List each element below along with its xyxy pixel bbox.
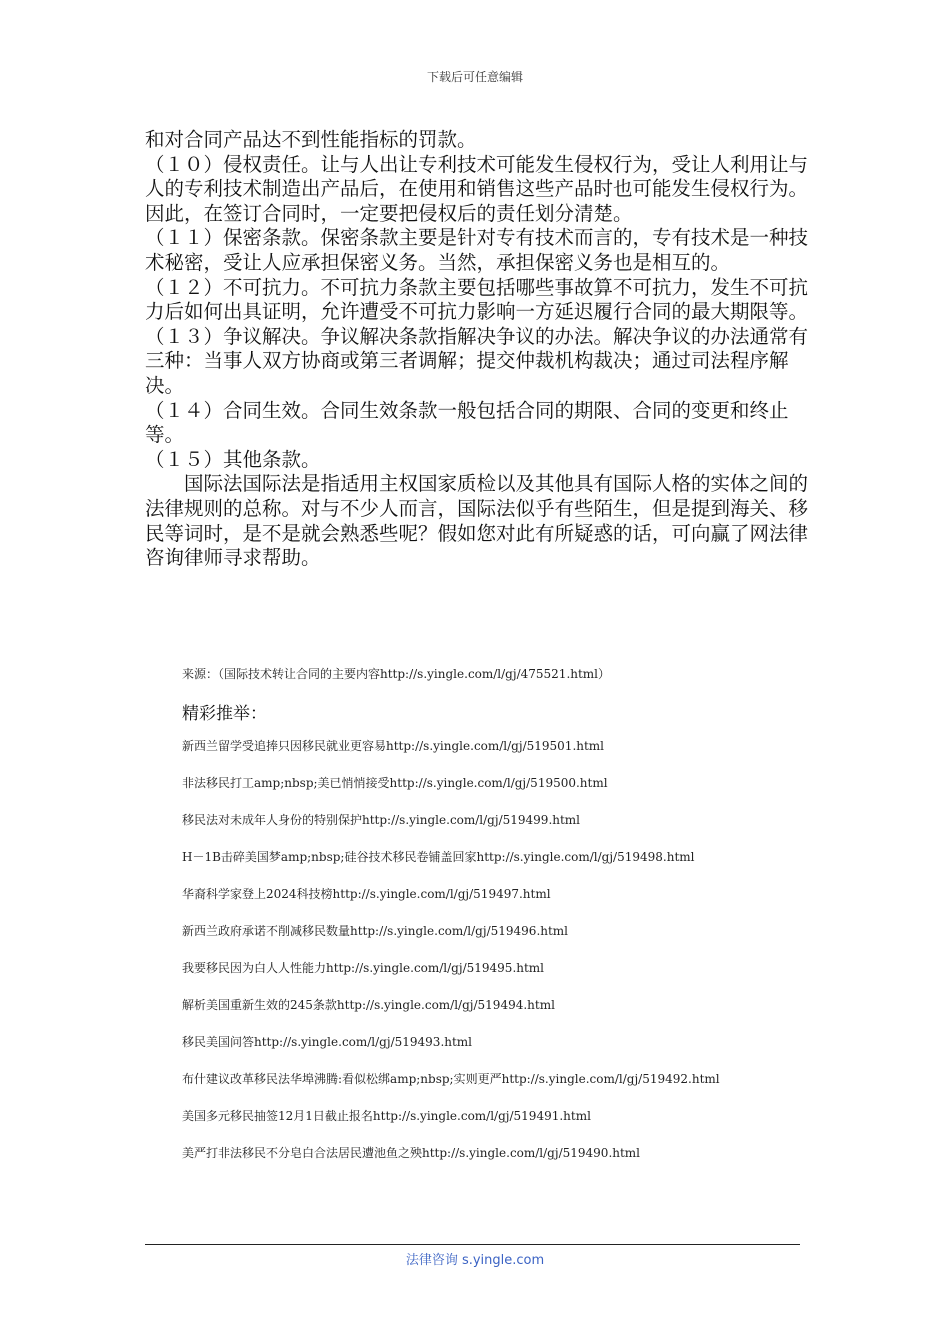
paragraph: （１３）争议解决。争议解决条款指解决争议的办法。解决争议的办法通常有三种：当事人双方协商或第三者调解；提交仲裁机构裁决；通过司法程序解决。	[145, 324, 809, 397]
recommend-link[interactable]: 移民法对未成年人身份的特别保护http://s.yingle.com/l/gj/519499.html	[182, 813, 581, 827]
recommend-link[interactable]: 美严打非法移民不分皂白合法居民遭池鱼之殃http://s.yingle.com/l/gj/519490.html	[182, 1146, 641, 1160]
recommend-link[interactable]: 解析美国重新生效的245条款http://s.yingle.com/l/gj/519494.html	[182, 998, 555, 1012]
recommend-link[interactable]: H－1B击碎美国梦amp;nbsp;硅谷技术移民卷铺盖回家http://s.yingle.com/l/gj/519498.html	[182, 850, 695, 864]
paragraph: 和对合同产品达不到性能指标的罚款。	[145, 128, 477, 151]
page-header: 下载后可任意编辑	[426, 70, 523, 84]
paragraph: （１２）不可抗力。不可抗力条款主要包括哪些事故算不可抗力，发生不可抗力后如何出具证明，允许遭受不可抗力影响一方延迟履行合同的最大期限等。	[145, 275, 809, 324]
paragraph: （１１）保密条款。保密条款主要是针对专有技术而言的，专有技术是一种技术秘密，受让人应承担保密义务。当然，承担保密义务也是相互的。	[145, 226, 809, 274]
recommend-link[interactable]: 新西兰留学受追捧只因移民就业更容易http://s.yingle.com/l/gj/519501.html	[182, 739, 605, 753]
recommend-link[interactable]: 新西兰政府承诺不削减移民数量http://s.yingle.com/l/gj/519496.html	[182, 924, 569, 938]
recommend-link[interactable]: 移民美国问答http://s.yingle.com/l/gj/519493.html	[182, 1035, 473, 1049]
recommend-link[interactable]: 我要移民因为白人人性能力http://s.yingle.com/l/gj/519495.html	[182, 961, 545, 975]
paragraph: （１４）合同生效。合同生效条款一般包括合同的期限、合同的变更和终止等。	[145, 398, 789, 447]
page-footer[interactable]: 法律咨询 s.yingle.com	[405, 1253, 545, 1268]
recommend-link[interactable]: 非法移民打工amp;nbsp;美已悄悄接受http://s.yingle.com/l/gj/519500.html	[182, 776, 608, 790]
recommend-list	[145, 737, 785, 1181]
recommend-link[interactable]: 布什建议改革移民法华埠沸腾:看似松绑amp;nbsp;实则更严http://s.yingle.com/l/gj/519492.html	[182, 1072, 720, 1086]
recommend-title: 精彩推举：	[182, 704, 267, 724]
paragraph: （１５）其他条款。	[145, 447, 321, 471]
source-line: 来源：（国际技术转让合同的主要内容http://s.yingle.com/l/gj/475521.html）	[182, 667, 611, 681]
paragraph: （１０）侵权责任。让与人出让专利技术可能发生侵权行为，受让人利用让与人的专利技术制造出产品后，在使用和销售这些产品时也可能发生侵权行为。因此，在签订合同时，一定要把侵权后的责任划分清楚。	[145, 152, 809, 225]
paragraph: 国际法国际法是指适用主权国家质检以及其他具有国际人格的实体之间的法律规则的总称。对与不少人而言，国际法似乎有些陌生，但是提到海关、移民等词时，是不是就会熟悉些呢？假如您对此有所疑惑的话，可向赢了网法律咨询律师寻求帮助。	[145, 472, 809, 570]
recommend-link[interactable]: 美国多元移民抽签12月1日截止报名http://s.yingle.com/l/gj/519491.html	[182, 1109, 591, 1123]
footer-divider	[145, 1244, 800, 1245]
recommend-link[interactable]: 华裔科学家登上2024科技榜http://s.yingle.com/l/gj/519497.html	[182, 887, 551, 901]
body-text	[145, 128, 810, 571]
